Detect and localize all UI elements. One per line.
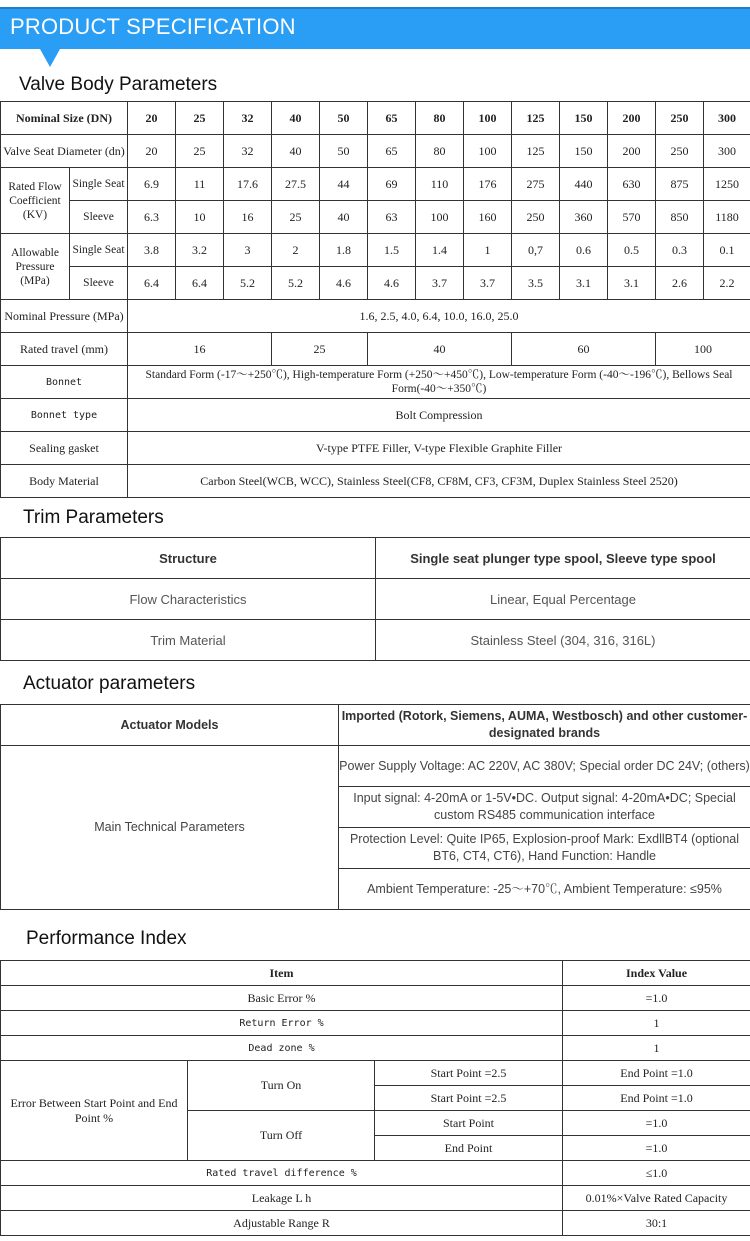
seat-cell: 100 (464, 135, 512, 168)
pressure-single-row (1, 234, 750, 267)
performance-title: Performance Index (26, 928, 187, 949)
seat-cell: 20 (128, 135, 176, 168)
kv-sleeve-row (1, 201, 750, 234)
pressure-single-cell: 1.8 (320, 234, 368, 267)
actuator-title: Actuator parameters (23, 673, 196, 694)
valve-body-table (0, 101, 750, 498)
kv-single-seat-label: Single Seat (70, 168, 128, 201)
performance-table (0, 960, 750, 1236)
bonnet-type-row (1, 399, 750, 432)
kv-single-cell: 27.5 (272, 168, 320, 201)
seat-cell: 150 (560, 135, 608, 168)
rated-travel-cell: 25 (272, 333, 368, 366)
seat-cell: 125 (512, 135, 560, 168)
kv-sleeve-cell: 16 (224, 201, 272, 234)
index-value-header: Index Value (563, 961, 750, 986)
actuator-param: Protection Level: Quite IP65, Explosion-proof Mark: ExdllBT4 (optional BT6, CT4, CT6), Hand Function: Handle (339, 828, 750, 869)
kv-single-cell: 110 (416, 168, 464, 201)
actuator-param: Input signal: 4-20mA or 1-5V•DC. Output signal: 4-20mA•DC; Special custom RS485 communication interface (339, 787, 750, 828)
pressure-single-cell: 2 (272, 234, 320, 267)
trim-material-value: Stainless Steel (304, 316, 316L) (376, 620, 750, 661)
turn-off-point: End Point (375, 1136, 563, 1161)
size-cell: 150 (560, 102, 608, 135)
kv-single-row (1, 168, 750, 201)
structure-value: Single seat plunger type spool, Sleeve type spool (376, 538, 750, 579)
bonnet-type-value: Bolt Compression (128, 399, 750, 432)
nominal-pressure-label: Nominal Pressure (MPa) (1, 300, 128, 333)
kv-sleeve-cell: 10 (176, 201, 224, 234)
pressure-sleeve-cell: 3.5 (512, 267, 560, 300)
banner-pointer-icon (40, 49, 60, 67)
start-end-error-label: Error Between Start Point and End Point % (1, 1061, 188, 1161)
pressure-sleeve-cell: 3.7 (464, 267, 512, 300)
size-cell: 20 (128, 102, 176, 135)
kv-sleeve-cell: 570 (608, 201, 656, 234)
trim-material-label: Trim Material (1, 620, 376, 661)
pressure-single-cell: 0.6 (560, 234, 608, 267)
size-cell: 80 (416, 102, 464, 135)
pressure-single-cell: 1.4 (416, 234, 464, 267)
spec-banner (0, 7, 750, 49)
trim-title: Trim Parameters (23, 507, 164, 528)
turn-on-value: End Point =1.0 (563, 1061, 750, 1086)
kv-sleeve-cell: 360 (560, 201, 608, 234)
kv-single-cell: 176 (464, 168, 512, 201)
rated-travel-row (1, 333, 750, 366)
kv-single-cell: 1250 (704, 168, 750, 201)
size-cell: 200 (608, 102, 656, 135)
actuator-models-value: Imported (Rotork, Siemens, AUMA, Westbosch) and other customer-designated brands (339, 705, 750, 746)
seat-cell: 65 (368, 135, 416, 168)
rated-travel-cell: 100 (656, 333, 750, 366)
kv-sleeve-cell: 160 (464, 201, 512, 234)
kv-single-cell: 6.9 (128, 168, 176, 201)
kv-sleeve-cell: 40 (320, 201, 368, 234)
bonnet-type-label: Bonnet type (1, 399, 128, 432)
return-error-label: Return Error % (1, 1011, 563, 1036)
pressure-sleeve-cell: 2.6 (656, 267, 704, 300)
seat-cell: 50 (320, 135, 368, 168)
trim-header-row (1, 538, 750, 579)
pressure-single-cell: 0,7 (512, 234, 560, 267)
kv-single-cell: 69 (368, 168, 416, 201)
bonnet-value: Standard Form (-17～+250℃), High-temperature Form (+250～+450℃), Low-temperature Form (-40～-196℃), Bellows Seal Form(-40～+350℃) (128, 366, 750, 399)
trim-table (0, 537, 750, 661)
turn-on-label: Turn On (188, 1061, 375, 1111)
pressure-sleeve-cell: 3.1 (560, 267, 608, 300)
pressure-sleeve-cell: 2.2 (704, 267, 750, 300)
dead-zone-value: 1 (563, 1036, 750, 1061)
seat-cell: 80 (416, 135, 464, 168)
body-material-label: Body Material (1, 465, 128, 498)
leakage-row (1, 1186, 750, 1211)
actuator-param-row (1, 746, 750, 787)
kv-label: Rated Flow Coefficient (KV) (1, 168, 70, 234)
range-row (1, 1211, 750, 1236)
pressure-sleeve-row (1, 267, 750, 300)
pressure-single-cell: 1.5 (368, 234, 416, 267)
return-error-row (1, 1011, 750, 1036)
basic-error-label: Basic Error % (1, 986, 563, 1011)
flow-row (1, 579, 750, 620)
turn-off-value: =1.0 (563, 1111, 750, 1136)
valve-body-title: Valve Body Parameters (19, 74, 218, 95)
travel-diff-label: Rated travel difference % (1, 1161, 563, 1186)
pressure-sleeve-cell: 4.6 (368, 267, 416, 300)
pressure-sleeve-cell: 5.2 (224, 267, 272, 300)
size-cell: 300 (704, 102, 750, 135)
item-header: Item (1, 961, 563, 986)
seat-cell: 32 (224, 135, 272, 168)
kv-sleeve-cell: 850 (656, 201, 704, 234)
range-label: Adjustable Range R (1, 1211, 563, 1236)
rated-travel-cell: 40 (368, 333, 512, 366)
kv-single-cell: 440 (560, 168, 608, 201)
sealing-gasket-value: V-type PTFE Filler, V-type Flexible Graphite Filler (128, 432, 750, 465)
body-material-row (1, 465, 750, 498)
size-cell: 250 (656, 102, 704, 135)
sealing-gasket-label: Sealing gasket (1, 432, 128, 465)
size-cell: 125 (512, 102, 560, 135)
travel-diff-value: ≤1.0 (563, 1161, 750, 1186)
turn-off-label: Turn Off (188, 1111, 375, 1161)
seat-cell: 300 (704, 135, 750, 168)
return-error-value: 1 (563, 1011, 750, 1036)
main-params-label: Main Technical Parameters (1, 746, 339, 910)
sealing-gasket-row (1, 432, 750, 465)
dead-zone-row (1, 1036, 750, 1061)
structure-label: Structure (1, 538, 376, 579)
pressure-sleeve-cell: 5.2 (272, 267, 320, 300)
rated-travel-cell: 16 (128, 333, 272, 366)
turn-on-point: Start Point =2.5 (375, 1086, 563, 1111)
pressure-single-cell: 3.2 (176, 234, 224, 267)
kv-sleeve-cell: 6.3 (128, 201, 176, 234)
nominal-size-row (1, 102, 750, 135)
size-cell: 32 (224, 102, 272, 135)
pressure-sleeve-cell: 6.4 (176, 267, 224, 300)
dead-zone-label: Dead zone % (1, 1036, 563, 1061)
pressure-sleeve-cell: 6.4 (128, 267, 176, 300)
nominal-size-label: Nominal Size (DN) (1, 102, 128, 135)
size-cell: 25 (176, 102, 224, 135)
pressure-single-cell: 0.1 (704, 234, 750, 267)
pressure-sleeve-label: Sleeve (70, 267, 128, 300)
seat-diameter-row (1, 135, 750, 168)
pressure-single-cell: 3.8 (128, 234, 176, 267)
kv-single-cell: 17.6 (224, 168, 272, 201)
leakage-label: Leakage L h (1, 1186, 563, 1211)
kv-single-cell: 11 (176, 168, 224, 201)
pressure-sleeve-cell: 4.6 (320, 267, 368, 300)
bonnet-label: Bonnet (1, 366, 128, 399)
size-cell: 65 (368, 102, 416, 135)
performance-header-row (1, 961, 750, 986)
actuator-param: Power Supply Voltage: AC 220V, AC 380V; Special order DC 24V; (others) (339, 746, 750, 787)
pressure-single-cell: 1 (464, 234, 512, 267)
nominal-pressure-row (1, 300, 750, 333)
bonnet-row (1, 366, 750, 399)
kv-single-cell: 875 (656, 168, 704, 201)
flow-value: Linear, Equal Percentage (376, 579, 750, 620)
kv-sleeve-cell: 25 (272, 201, 320, 234)
pressure-sleeve-cell: 3.1 (608, 267, 656, 300)
flow-label: Flow Characteristics (1, 579, 376, 620)
range-value: 30:1 (563, 1211, 750, 1236)
kv-sleeve-cell: 63 (368, 201, 416, 234)
pressure-single-seat-label: Single Seat (70, 234, 128, 267)
kv-sleeve-cell: 1180 (704, 201, 750, 234)
actuator-header-row (1, 705, 750, 746)
kv-single-cell: 275 (512, 168, 560, 201)
rated-travel-label: Rated travel (mm) (1, 333, 128, 366)
turn-on-point: Start Point =2.5 (375, 1061, 563, 1086)
trim-material-row (1, 620, 750, 661)
actuator-table (0, 704, 750, 910)
turn-on-row (1, 1061, 750, 1086)
basic-error-value: =1.0 (563, 986, 750, 1011)
turn-on-value: End Point =1.0 (563, 1086, 750, 1111)
actuator-param: Ambient Temperature: -25～+70℃, Ambient Temperature: ≤95% (339, 869, 750, 910)
seat-cell: 40 (272, 135, 320, 168)
kv-sleeve-cell: 100 (416, 201, 464, 234)
banner-title: PRODUCT SPECIFICATION (10, 14, 296, 39)
rated-travel-cell: 60 (512, 333, 656, 366)
leakage-value: 0.01%×Valve Rated Capacity (563, 1186, 750, 1211)
seat-cell: 25 (176, 135, 224, 168)
pressure-single-cell: 3 (224, 234, 272, 267)
size-cell: 40 (272, 102, 320, 135)
pressure-single-cell: 0.5 (608, 234, 656, 267)
basic-error-row (1, 986, 750, 1011)
kv-sleeve-label: Sleeve (70, 201, 128, 234)
kv-single-cell: 44 (320, 168, 368, 201)
kv-single-cell: 630 (608, 168, 656, 201)
seat-diameter-label: Valve Seat Diameter (dn) (1, 135, 128, 168)
size-cell: 50 (320, 102, 368, 135)
turn-off-value: =1.0 (563, 1136, 750, 1161)
pressure-single-cell: 0.3 (656, 234, 704, 267)
size-cell: 100 (464, 102, 512, 135)
body-material-value: Carbon Steel(WCB, WCC), Stainless Steel(CF8, CF8M, CF3, CF3M, Duplex Stainless Steel 2520) (128, 465, 750, 498)
actuator-models-label: Actuator Models (1, 705, 339, 746)
seat-cell: 200 (608, 135, 656, 168)
pressure-label: Allowable Pressure (MPa) (1, 234, 70, 300)
travel-diff-row (1, 1161, 750, 1186)
nominal-pressure-value: 1.6, 2.5, 4.0, 6.4, 10.0, 16.0, 25.0 (128, 300, 750, 333)
pressure-sleeve-cell: 3.7 (416, 267, 464, 300)
turn-off-point: Start Point (375, 1111, 563, 1136)
seat-cell: 250 (656, 135, 704, 168)
kv-sleeve-cell: 250 (512, 201, 560, 234)
